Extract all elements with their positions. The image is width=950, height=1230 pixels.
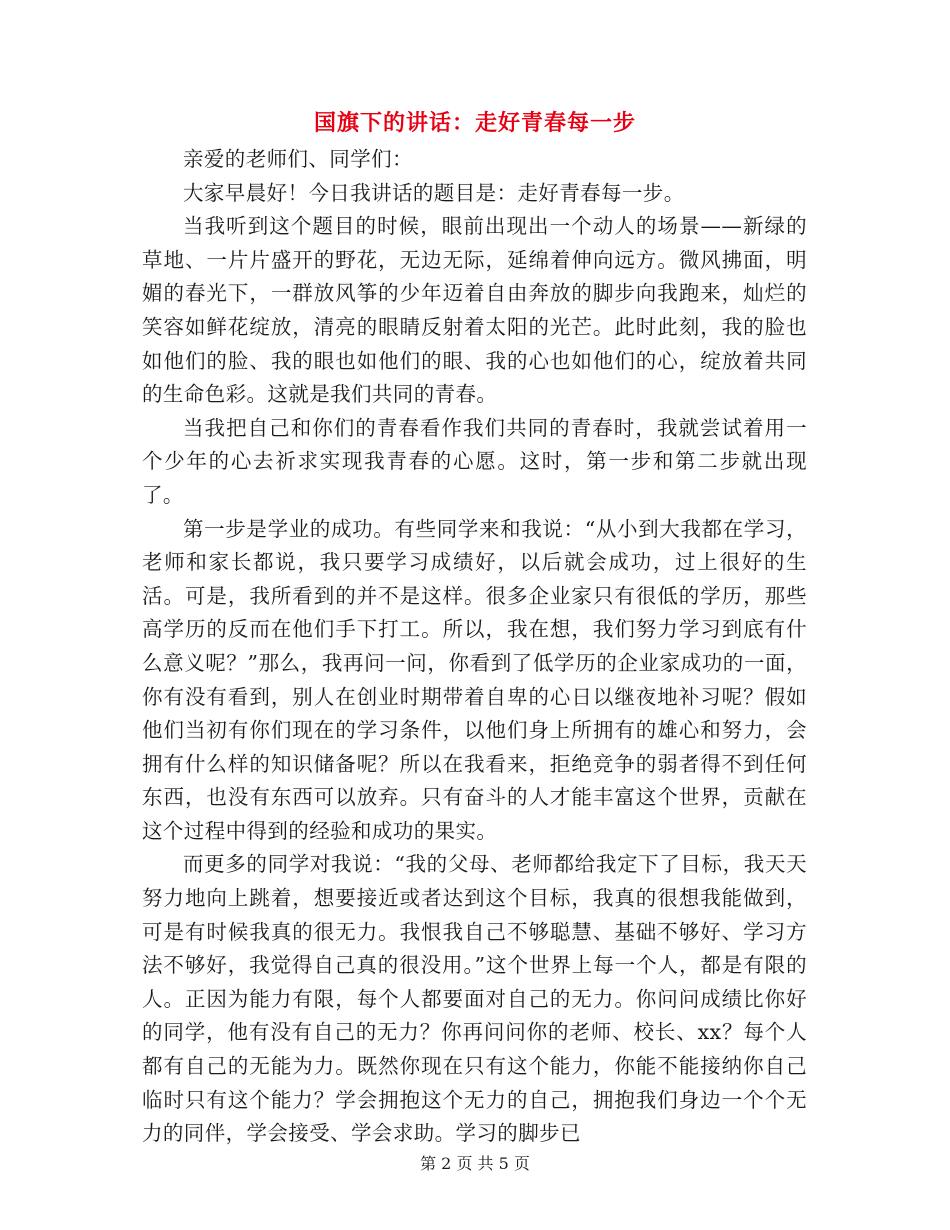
footer-page-number: 2: [441, 1154, 452, 1173]
page-footer: [0, 1152, 950, 1176]
paragraph-step-one: 第一步是学业的成功。有些同学来和我说：“从小到大我都在学习，老师和家长都说，我只要学习成绩好，以后就会成功，过上很好的生活。可是，我所看到的并不是这样。很多企业家只有很低的学历，那些高学历的反而在他们手下打工。所以，我在想，我们努力学习到底有什么意义呢？”那么，我再问一问，你看到了低学历的企业家成功的一面，你有没有看到，别人在创业时期带着自卑的心日以继夜地补习呢？假如他们当初有你们现在的学习条件，以他们身上所拥有的雄心和努力，会拥有什么样的知识储备呢？所以在我看来，拒绝竞争的弱者得不到任何东西，也没有东西可以放弃。只有奋斗的人才能丰富这个世界，贡献在这个过程中得到的经验和成功的果实。: [142, 516, 807, 843]
paragraph-greeting: 亲爱的老师们、同学们：: [183, 147, 413, 171]
footer-prefix: 第: [420, 1154, 437, 1173]
paragraph-powerless: 而更多的同学对我说：“我的父母、老师都给我定下了目标，我天天努力地向上跳着，想要接近或者达到这个目标，我真的很想我能做到，可是有时候我真的很无力。我恨我自己不够聪慧、基础不够好、学习方法不够好，我觉得自己真的很没用。”这个世界上每一个人，都是有限的人。正因为能力有限，每个人都要面对自己的无力。你问问成绩比你好的同学，他有没有自己的无力？你再问问你的老师、校长、xx？每个人都有自己的无能为力。既然你现在只有这个能力，你能不能接纳你自己临时只有这个能力？学会拥抱这个无力的自己，拥抱我们身边一个个无力的同伴，学会接受、学会求助。学习的脚步已: [142, 852, 807, 1146]
footer-total-pages: 5: [498, 1154, 509, 1173]
paragraph-scene: 当我听到这个题目的时候，眼前出现出一个动人的场景——新绿的草地、一片片盛开的野花，无边无际，延绵着伸向远方。微风拂面，明媚的春光下，一群放风筝的少年迈着自由奔放的脚步向我跑来，灿烂的笑容如鲜花绽放，清亮的眼睛反射着太阳的光芒。此时此刻，我的脸也如他们的脸、我的眼也如他们的眼、我的心也如他们的心，绽放着共同的生命色彩。这就是我们共同的青春。: [142, 214, 807, 407]
footer-suffix: 页: [513, 1154, 530, 1173]
document-title: 国旗下的讲话：走好青春每一步: [313, 111, 636, 136]
paragraph-wish: 当我把自己和你们的青春看作我们共同的青春时，我就尝试着用一个少年的心去祈求实现我青春的心愿。这时，第一步和第二步就出现了。: [142, 415, 807, 507]
document-body: [142, 143, 807, 1151]
footer-middle: 页 共: [456, 1154, 494, 1173]
paragraph-opening: 大家早晨好！今日我讲话的题目是：走好青春每一步。: [183, 180, 685, 205]
